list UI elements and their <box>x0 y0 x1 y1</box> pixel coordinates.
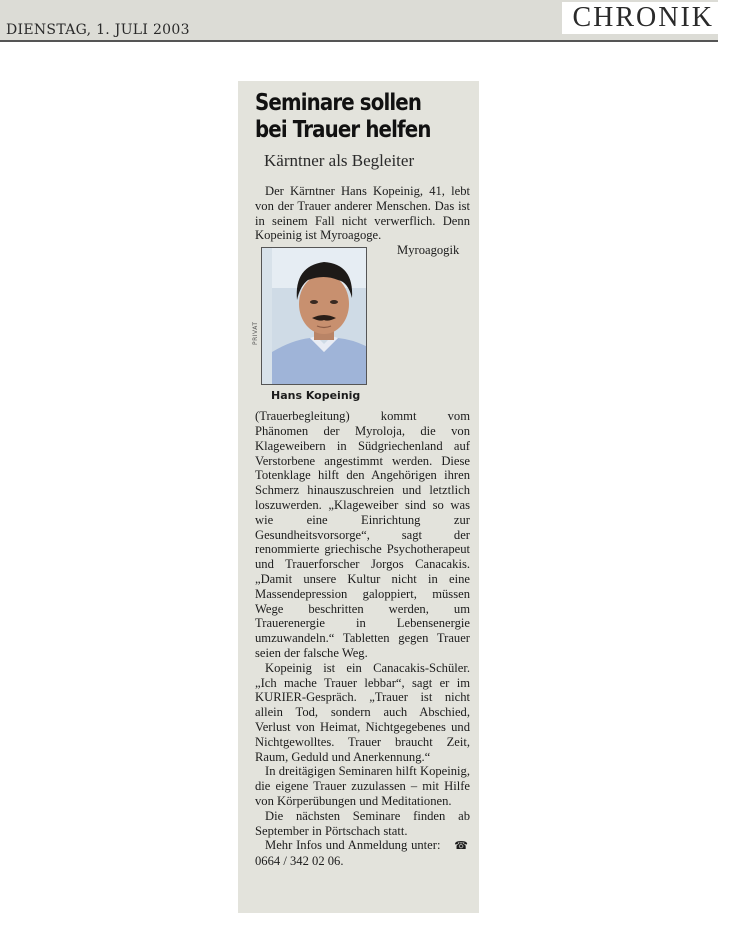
paragraph-3: Kopeinig ist ein Canacakis-Schüler. „Ich mache Trauer lebbar“, sagt er im KURIER-Gespräch. „Trauer ist nicht allein Tod, sondern auch Abschied, Verlust von Heimat, Nichtgegebenes und Nichtgewolltes. Trauer braucht Zeit, Raum, Geduld und Anerkennung.“ <box>255 660 470 764</box>
telephone-icon: ☎ <box>454 839 468 853</box>
phone-number: 0664 / 342 02 06. <box>255 854 344 869</box>
headline-line-2: bei Trauer helfen <box>255 117 431 143</box>
newspaper-header <box>0 0 718 42</box>
photo-caption: Hans Kopeinig <box>271 389 361 403</box>
portrait-photo <box>261 247 367 385</box>
headline-line-1: Seminare sollen <box>255 90 422 116</box>
portrait-illustration <box>272 248 367 384</box>
issue-date: DIENSTAG, 1. JULI 2003 <box>6 22 190 38</box>
article-subheadline: Kärntner als Begleiter <box>264 151 415 170</box>
paragraph-5: Die nächsten Seminare finden ab September in Pörtschach statt. <box>255 808 470 838</box>
section-title: CHRONIK <box>562 2 718 34</box>
article-clipping <box>238 81 479 913</box>
paragraph-2-text: Myroagogik (Trauerbegleitung) kommt vom Phänomen der Myroloja, die von Klageweibern in Südgriechenland auf Verstorbene angestimmt werden. Diese Totenklage hilft den Angehörigen ihren Schmerz hinauszuschreien und letztlich loszuwerden. „Klageweiber sind so was wie eine Einrichtung zur Gesundheitsvorsorge“, sagt der renommierte griechische Psychotherapeut und Trauerforscher Jorgos Canacakis. „Damit unsere Kultur nicht in eine Massendepression galoppiert, müssen Wege beschritten werden, um Trauerenergie in Lebensenergie umzuwandeln.“ Tabletten gegen Trauer seien der falsche Weg. <box>255 243 470 660</box>
contact-text: Mehr Infos und Anmeldung unter: <box>265 838 441 853</box>
paragraph-1: Der Kärntner Hans Kopeinig, 41, lebt von der Trauer anderer Menschen. Das ist in seinem Fall nicht verwerflich. Denn Kopeinig ist Myroagoge. <box>255 184 470 243</box>
paragraph-4: In dreitägigen Seminaren hilft Kopeinig, die eigene Trauer zuzulassen – mit Hilfe von Körperübungen und Meditationen. <box>255 764 470 808</box>
photo-credit: PRIVAT <box>252 321 259 346</box>
article-headline <box>255 90 461 144</box>
paragraph-2 <box>252 243 470 661</box>
paragraph-6 <box>255 838 470 869</box>
portrait-figure <box>252 247 379 409</box>
